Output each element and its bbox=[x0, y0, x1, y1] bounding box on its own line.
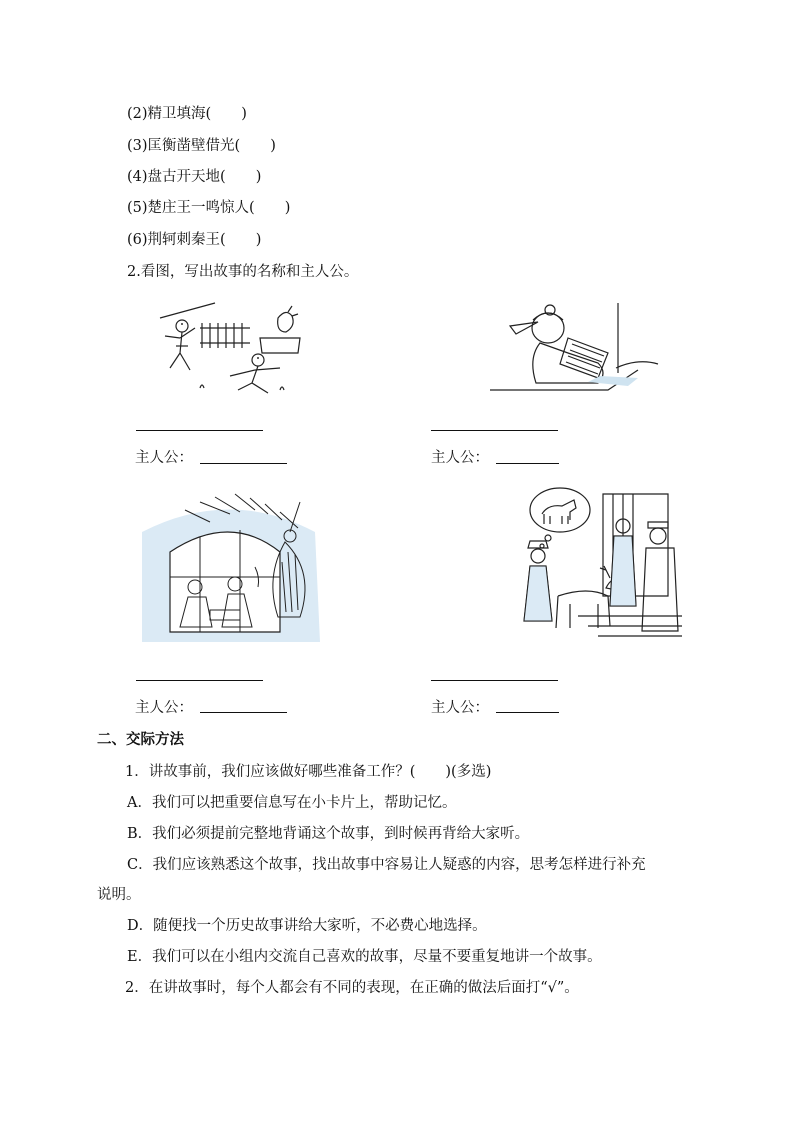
protagonist-line-2[interactable] bbox=[496, 463, 559, 464]
item-text: 匡衡凿壁借光( bbox=[147, 138, 241, 154]
item-text: 盘古开天地( bbox=[147, 169, 226, 185]
deer-horse-court-picture bbox=[518, 486, 686, 648]
item-close: ) bbox=[255, 232, 262, 248]
item-text: 荆轲刺秦王( bbox=[147, 232, 226, 248]
protagonist-label-4: 主人公： bbox=[431, 700, 489, 716]
item-close: ) bbox=[241, 106, 247, 122]
s2q1-stem-end: )(多选) bbox=[445, 764, 492, 780]
option-e: E．我们可以在小组内交流自己喜欢的故事，尽量不要重复地讲一个故事。 bbox=[127, 949, 602, 965]
protagonist-line-4[interactable] bbox=[496, 712, 559, 713]
straw-boats-arrows-picture bbox=[140, 492, 322, 647]
protagonist-label-2: 主人公： bbox=[431, 450, 489, 466]
item-number: (4) bbox=[127, 169, 148, 185]
story-name-line-3[interactable] bbox=[136, 680, 263, 681]
option-b: B．我们必须提前完整地背诵这个故事，到时候再背给大家听。 bbox=[127, 826, 530, 842]
item-number: (6) bbox=[127, 232, 148, 248]
boy-reading-scroll-picture bbox=[488, 298, 668, 398]
list-item-6 bbox=[127, 228, 261, 249]
option-d: D．随便找一个历史故事讲给大家听，不必费心地选择。 bbox=[127, 918, 487, 934]
list-item-4 bbox=[127, 165, 261, 186]
protagonist-label-1: 主人公： bbox=[135, 450, 193, 466]
question-2-text: 2.看图，写出故事的名称和主人公。 bbox=[127, 264, 359, 280]
list-item-2 bbox=[127, 102, 247, 123]
item-text: 楚庄王一鸣惊人( bbox=[147, 200, 255, 216]
protagonist-label-3: 主人公： bbox=[135, 700, 193, 716]
item-number: (5) bbox=[127, 200, 148, 216]
item-close: ) bbox=[255, 169, 262, 185]
story-name-line-2[interactable] bbox=[431, 430, 558, 431]
item-close: ) bbox=[270, 138, 276, 154]
story-name-line-1[interactable] bbox=[136, 430, 263, 431]
section-2-title: 二、交际方法 bbox=[97, 731, 184, 748]
item-number: (2) bbox=[127, 106, 148, 122]
option-c-line-2: 说明。 bbox=[97, 887, 141, 903]
item-text: 精卫填海( bbox=[147, 106, 212, 122]
option-c-line-1: C．我们应该熟悉这个故事，找出故事中容易让人疑惑的内容，思考怎样进行补充 bbox=[127, 857, 646, 873]
s2-question-2: 2．在讲故事时，每个人都会有不同的表现，在正确的做法后面打“√”。 bbox=[125, 980, 579, 996]
s2-question-1 bbox=[125, 760, 491, 781]
item-number: (3) bbox=[127, 138, 148, 154]
item-close: ) bbox=[284, 200, 291, 216]
option-a: A．我们可以把重要信息写在小卡片上，帮助记忆。 bbox=[127, 795, 457, 811]
rooster-dancing-sword-picture bbox=[140, 298, 310, 398]
protagonist-line-1[interactable] bbox=[200, 463, 287, 464]
story-name-line-4[interactable] bbox=[431, 680, 558, 681]
list-item-3 bbox=[127, 134, 276, 155]
list-item-5 bbox=[127, 196, 290, 217]
s2q1-stem: 1．讲故事前，我们应该做好哪些准备工作？( bbox=[125, 764, 416, 780]
protagonist-line-3[interactable] bbox=[200, 712, 287, 713]
